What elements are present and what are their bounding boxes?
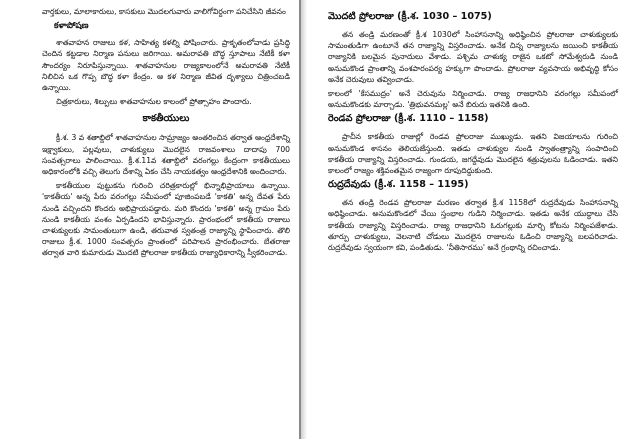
heading-first-prola: మొదటి ప్రోలరాజు (క్రీ.శ. 1030 – 1075) (328, 11, 492, 22)
heading-kakatiyulu: కాకతీయులు (142, 113, 190, 125)
subheading-kalaposhana: కళాపోషణ (54, 21, 89, 32)
right-paragraph-2: కాలంలో 'కేసముద్రం' అనే చెరువును నిర్మించాడు. రాజ్య రాజధానిని వరంగల్లు సమీపంలో అనుమకొండకు మార్చాడు. 'త్రిభువనమల్ల' అనే బిరుదు ఇతనికి ఉంది. (328, 89, 618, 110)
heading-rudradeva: రుద్రదేవుడు (క్రీ.శ. 1158 – 1195) (328, 179, 469, 191)
right-page (300, 0, 638, 439)
left-paragraph-1: శాతవాహన రాజులు కళ, సాహిత్య కళల్ని పోషించారు. ప్రాకృతంలోవాడు ప్రసిద్ధి చెందిన కట్టడాల నిర్మాణ పనులు జరిగాయి. అమరావతి బౌద్ధ స్తూపాలు నేటికీ కళా సౌందర్యం నిరూపిస్తున్నాయి. శాతవాహనుల రాజ్యకాలంలోనే అమరావతి నేటికీ నిలిచిన ఒక గొప్ప బౌద్ధ కళా కేంద్రం. ఆ కళ నిర్మాణ జీవిత దృశ్యాలు చిత్రించబడి ఉన్నాయి. (42, 38, 290, 93)
left-paragraph-2: చిత్రకారులు, శిల్పులు శాతవాహనుల కాలంలో ప్రోత్సాహం పొందారు. (56, 97, 252, 107)
right-paragraph-4: తన తండ్రి రెండవ ప్రోలరాజు మరణం తర్వాత క్రీ.శ 1158లో రుద్రదేవుడు సింహాసనాన్ని అధిష్ఠించాడు. అనుమకొండలో వేయి స్తంభాల గుడిని నిర్మించాడు. ఇతడు అనేక యుద్ధాలు చేసి కాకతీయ రాజ్యాన్ని విస్తరించాడు. రాజ్య రాజధానిని ఓరుగల్లుకు మార్చి కోటను నిర్మింపజేశాడు. తూర్పు చాళుక్యులు, వెలనాటి చోడులు మొదలైన రాజులను ఓడించి రాజ్యాన్ని బలపరిచాడు. రుద్రదేవుడు స్వయంగా కవి, పండితుడు. 'నీతిసారము' అనే గ్రంథాన్ని రచించాడు. (328, 198, 618, 253)
left-paragraph-3: క్రీ.శ. 3 వ శతాబ్దిలో శాతవాహనుల సామ్రాజ్యం అంతరించిన తర్వాత ఆంధ్రదేశాన్ని ఇక్ష్వాకులు, పల్లవులు, చాళుక్యులు మొదలైన రాజవంశాలు దాదాపు 700 సంవత్సరాలు పాలించాయి. క్రీ.శ.11వ శతాబ్దిలో వరంగల్లు కేంద్రంగా కాకతీయులు అధికారంలోకి వచ్చి తెలుగు దేశాన్ని ఏకం చేసి నాయకత్వం ఆంధ్రదేశానికి అందించారు. (42, 133, 290, 177)
right-paragraph-1: తన తండ్రి మరణంతో క్రీ.శ 1030లో సింహాసనాన్ని అధిష్ఠించిన ప్రోలరాజు చాళుక్యులకు సామంతుడిగా ఉంటూనే తన రాజ్యాన్ని విస్తరించాడు. అనేక చిన్న రాజ్యాలను జయించి కాకతీయ రాజ్యానికి బలమైన పునాదులు వేశాడు. పశ్చిమ చాళుక్య రాజైన ఒకటో సోమేశ్వరుడి నుండి అనుమకొండ ప్రాంతాన్ని వంశపారంపర్య హక్కుగా పొందాడు. ప్రోలరాజు వ్యవసాయ అభివృద్ధి కోసం అనేక చెరువులు తవ్వించాడు. (328, 30, 618, 84)
left-page (0, 0, 300, 439)
heading-second-prola: రెండవ ప్రోలరాజు (క్రీ.శ. 1110 – 1158) (328, 113, 489, 125)
left-paragraph-4: కాకతీయుల పుట్టుకను గురించి చరిత్రకారుల్లో భిన్నాభిప్రాయాలు ఉన్నాయి. 'కాకతీయ' అన్న పేరు వరంగల్లు సమీపంలో పూజింపబడే 'కాకతి' అన్న దేవత పేరు నుండి వచ్చిందని కొందరు అభిప్రాయపడ్డారు. మరి కొందరు 'కాకతి' అన్న గ్రామం పేరు నుండి కాకతీయ వంశం ఏర్పడిందని భావిస్తున్నారు. ప్రారంభంలో కాకతీయ రాజులు చాళుక్యులకు సామంతులుగా ఉండి, తరువాత స్వతంత్ర రాజ్యాన్ని స్థాపించారు. తొలి రాజులు క్రీ.శ. 1000 సంవత్సరం ప్రాంతంలో పరిపాలన ప్రారంభించారు. బేతరాజు తర్వాత వారి కుమారుడు మొదటి ప్రోలరాజు కాకతీయ రాజ్యాధికారాన్ని స్వీకరించాడు. (42, 181, 290, 258)
right-paragraph-3: ప్రాచీన కాకతీయ రాజుల్లో రెండవ ప్రోలరాజు ముఖ్యుడు. ఇతని విజయాలను గురించి అనుమకొండ శాసనం తెలియజేస్తుంది. ఇతడు చాళుక్యుల నుండి స్వాతంత్ర్యాన్ని సంపాదించి కాకతీయ రాజ్యాన్ని విస్తరించాడు. గుండయ, జగద్దేవుడు మొదలైన శత్రువులను ఓడించాడు. ఇతని కాలంలో రాజ్యం శక్తివంతమైన రాజ్యంగా రూపుదిద్దుకుంది. (328, 132, 618, 176)
left-top-line: వార్తకులు, మాలాకారులు, కాసకులు మొదలగువారు వాలిగోవిర్దంగా పనిచేసిని జీవనం (42, 7, 286, 16)
